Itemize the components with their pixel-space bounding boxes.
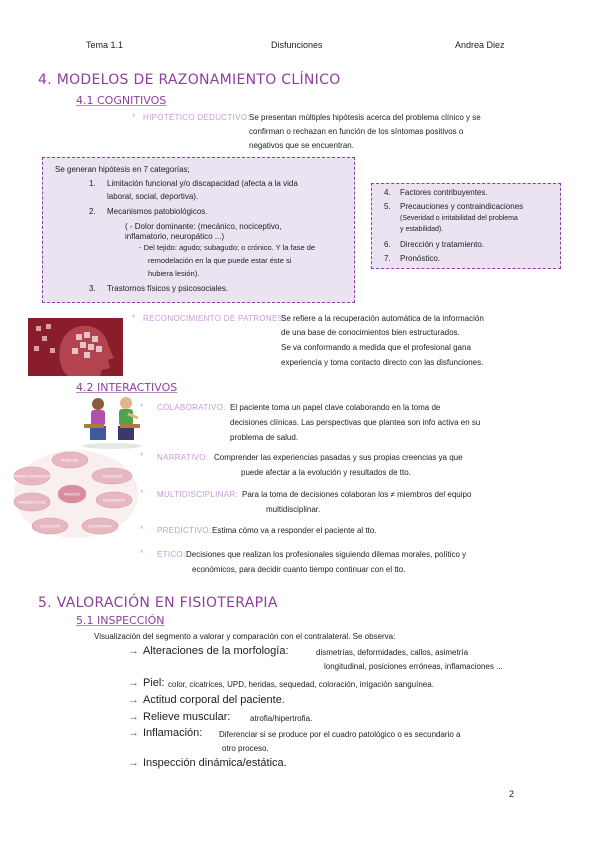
hypothesis-categories-box bbox=[42, 157, 355, 303]
etico-line2: económicos, para decidir cuanto tiempo continuar con el tto. bbox=[192, 565, 406, 574]
diagram-label: PSICOLOGÍA bbox=[101, 474, 123, 479]
hipotetico-line3: negativos que se encuentran. bbox=[249, 141, 354, 150]
category-2-sub2b: remodelación en la que puede estar éste si bbox=[148, 256, 292, 265]
morfologia-label: Alteraciones de la morfología: bbox=[143, 645, 289, 657]
narrativo-line2: puede afectar a la evolución y resultados de tto. bbox=[241, 468, 411, 477]
arrow-right-icon: → bbox=[128, 711, 139, 723]
section-5-1-title: 5.1 INSPECCIÓN bbox=[76, 614, 165, 627]
term-predictivo: PREDICTIVO: bbox=[157, 526, 212, 535]
category-4: Factores contribuyentes. bbox=[400, 188, 488, 197]
colaborativo-line1: El paciente toma un papel clave colaborando en la toma de bbox=[230, 403, 441, 412]
term-multidisciplinar: MULTIDISCIPLINAR: bbox=[157, 490, 238, 499]
bullet-star-icon: * bbox=[132, 112, 136, 122]
predictivo-line1: Estima cómo va a responder el paciente al tto. bbox=[212, 526, 377, 535]
bullet-star-icon: * bbox=[140, 488, 144, 498]
multidisciplinary-diagram-image bbox=[10, 446, 142, 542]
category-2-sub1b: inflamatorio, neuropático ...) bbox=[125, 232, 225, 241]
term-hipotetico: HIPOTÉTICO DEDUCTIVO: bbox=[143, 113, 250, 122]
piel-text: color, cicatrices, UPD, heridas, sequedad, coloración, irrigación sanguínea. bbox=[168, 680, 434, 689]
diagram-label: PACIENTE bbox=[63, 492, 81, 497]
category-3: Trastornos físicos y psicosociales. bbox=[107, 284, 229, 293]
list-num: 3. bbox=[89, 284, 96, 293]
category-1-line2: laboral, social, deportiva). bbox=[107, 192, 199, 201]
term-patrones: RECONOCIMIENTO DE PATRONES: bbox=[143, 314, 286, 323]
arrow-right-icon: → bbox=[128, 645, 139, 657]
section-4-2-title: 4.2 INTERACTIVOS bbox=[76, 381, 178, 394]
inflamacion-line2: otro proceso. bbox=[222, 744, 269, 753]
diagram-label: ENFERMERÍA bbox=[103, 498, 125, 503]
arrow-right-icon: → bbox=[128, 757, 139, 769]
patrones-line3: Se va conformando a medida que el profesional gana bbox=[281, 343, 471, 352]
arrow-right-icon: → bbox=[128, 694, 139, 706]
bullet-star-icon: * bbox=[140, 451, 144, 461]
header-right: Andrea Diez bbox=[455, 40, 505, 50]
bullet-star-icon: * bbox=[132, 313, 136, 323]
multi-line2: multidisciplinar. bbox=[266, 505, 321, 514]
arrow-right-icon: → bbox=[128, 677, 139, 689]
list-num: 1. bbox=[89, 179, 96, 188]
category-1-line1: Limitación funcional y/o discapacidad (afecta a la vida bbox=[107, 179, 298, 188]
page-number: 2 bbox=[509, 789, 515, 799]
arrow-right-icon: → bbox=[128, 727, 139, 739]
diagram-label: LOGOPEDIA bbox=[40, 524, 60, 529]
hipotetico-line1: Se presentan múltiples hipótesis acerca del problema clínico y se bbox=[249, 113, 481, 122]
diagram-label: MEDICINA bbox=[61, 458, 79, 463]
list-num: 5. bbox=[384, 202, 391, 211]
list-num: 4. bbox=[384, 188, 391, 197]
term-narrativo: NARRATIVO: bbox=[157, 453, 209, 462]
list-num: 7. bbox=[384, 254, 391, 263]
etico-line1: Decisiones que realizan los profesionales siguiendo dilemas morales, político y bbox=[186, 550, 467, 559]
category-6: Dirección y tratamiento. bbox=[400, 240, 485, 249]
section-5-title: 5. VALORACIÓN EN FISIOTERAPIA bbox=[38, 595, 278, 611]
category-7: Pronóstico. bbox=[400, 254, 441, 263]
morfologia-line1: dismetrías, deformidades, callos, asimetría bbox=[316, 648, 469, 657]
category-2-sub2a: - Del tejido: agudo; subagudo; o crónico. Y la fase de bbox=[139, 243, 316, 252]
diagram-label: TRABAJO SOCIAL bbox=[17, 500, 47, 505]
hypothesis-categories-box-2 bbox=[371, 183, 561, 269]
diagram-label: TERAPIA OCUPACIONAL bbox=[12, 474, 52, 479]
head-puzzle-image bbox=[28, 318, 123, 376]
header-left: Tema 1.1 bbox=[86, 40, 124, 50]
inflamacion-line1: Diferenciar si se produce por el cuadro patológico o es secundario a bbox=[219, 730, 461, 739]
people-talking-image bbox=[78, 394, 146, 450]
inspeccion-intro: Visualización del segmento a valorar y comparación con el contralateral. Se observa: bbox=[94, 632, 396, 641]
section-4-title: 4. MODELOS DE RAZONAMIENTO CLÍNICO bbox=[38, 72, 341, 88]
term-colaborativo: COLABORATIVO: bbox=[157, 403, 226, 412]
relieve-text: atrofia/hipertrofia. bbox=[250, 714, 313, 723]
category-5-line2: (Severidad o irritabilidad del problema bbox=[400, 215, 518, 222]
relieve-label: Relieve muscular: bbox=[143, 711, 231, 723]
narrativo-line1: Comprender las experiencias pasadas y sus propias creencias ya que bbox=[214, 453, 463, 462]
term-etico: ÉTICO: bbox=[157, 550, 186, 559]
section-4-1-title: 4.1 COGNITIVOS bbox=[76, 94, 167, 107]
inflamacion-label: Inflamación: bbox=[143, 727, 203, 739]
category-2-sub2c: hubiera lesión). bbox=[148, 269, 200, 278]
piel-label: Piel: bbox=[143, 677, 165, 689]
actitud-label: Actitud corporal del paciente. bbox=[143, 694, 285, 706]
inspeccion-dinamica-label: Inspección dinámica/estática. bbox=[143, 757, 287, 769]
hipotetico-line2: confirman o rechazan en función de los síntomas positivos o bbox=[249, 127, 464, 136]
multi-line1: Para la toma de decisiones colaboran los ≠ miembros del equipo bbox=[242, 490, 472, 499]
category-5-line1: Precauciones y contraindicaciones bbox=[400, 202, 524, 211]
list-num: 2. bbox=[89, 207, 96, 216]
patrones-line2: de una base de conocimientos bien estructurados. bbox=[281, 328, 460, 337]
colaborativo-line2: decisiones clínicas. Las perspectivas que plantea son info activa en su bbox=[230, 418, 481, 427]
diagram-label: FISIOTERAPIA bbox=[88, 524, 112, 529]
category-5-line3: y estabilidad). bbox=[400, 226, 444, 233]
bullet-star-icon: * bbox=[140, 402, 144, 412]
bullet-star-icon: * bbox=[140, 548, 144, 558]
category-2-sub1a: ( - Dolor dominante: (mecánico, nociceptivo, bbox=[125, 222, 282, 231]
morfologia-line2: longitudinal, posiciones erróneas, inflamaciones ... bbox=[324, 662, 503, 671]
header-center: Disfunciones bbox=[271, 40, 323, 50]
colaborativo-line3: problema de salud. bbox=[230, 433, 299, 442]
patrones-line4: experiencia y toma contacto directo con las disfunciones. bbox=[281, 358, 484, 367]
box1-intro: Se generan hipótesis en 7 categorías; bbox=[55, 165, 190, 174]
patrones-line1: Se refiere a la recuperación automática de la información bbox=[281, 314, 484, 323]
list-num: 6. bbox=[384, 240, 391, 249]
category-2: Mecanismos patobiológicos. bbox=[107, 207, 208, 216]
bullet-star-icon: * bbox=[140, 524, 144, 534]
